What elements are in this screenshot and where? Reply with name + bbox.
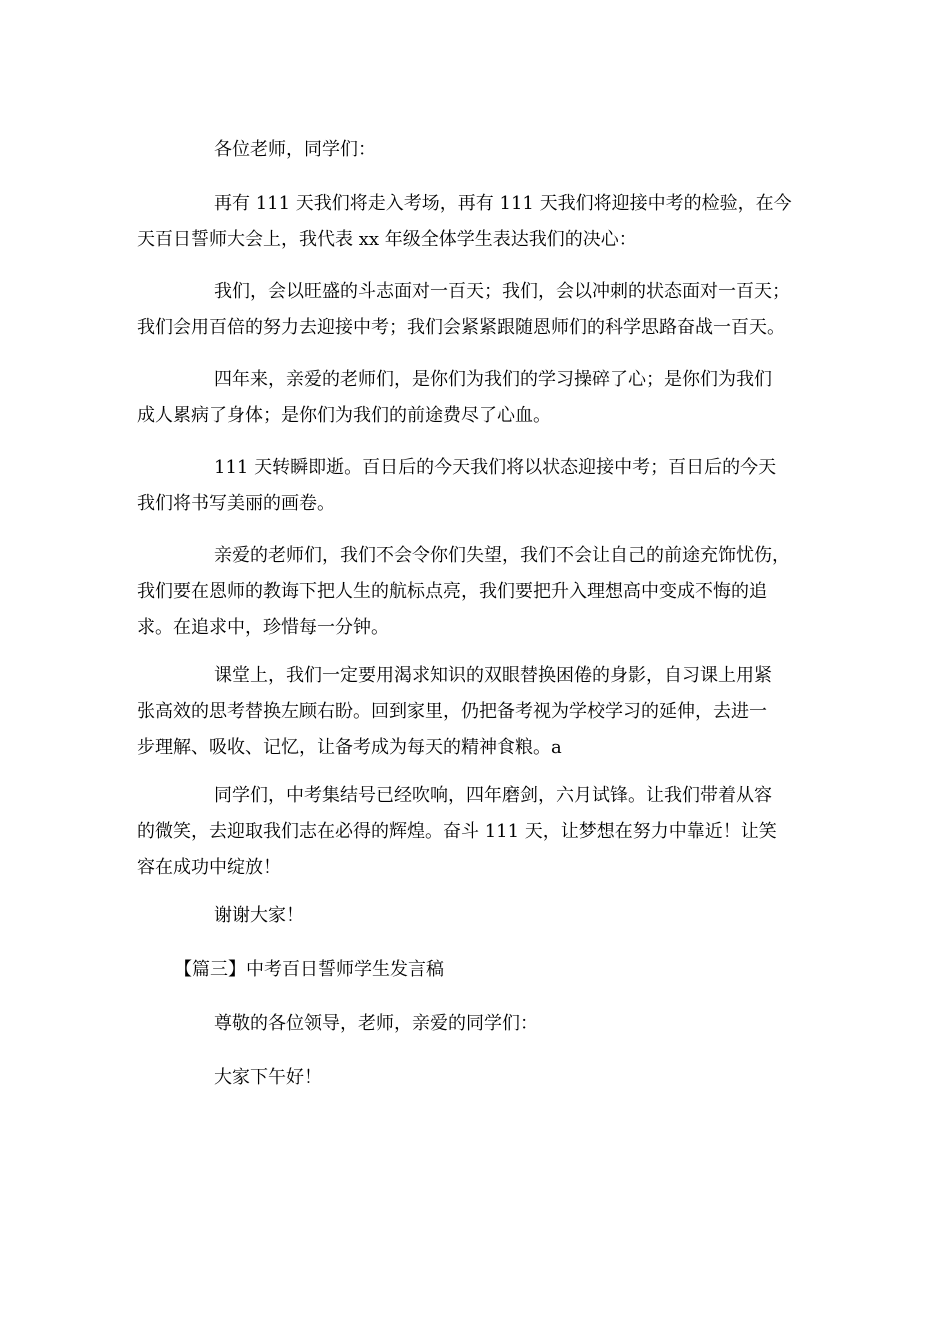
paragraph-promise xyxy=(137,538,817,646)
text-line: 再有 111 天我们将走入考场，再有 111 天我们将迎接中考的检验，在今 xyxy=(214,193,792,214)
text-line: 天百日誓师大会上，我代表 xx 年级全体学生表达我们的决心： xyxy=(137,229,637,250)
text-line: 容在成功中绽放！ xyxy=(137,857,281,878)
text-line: 111 天转瞬即逝。百日后的今天我们将以状态迎接中考；百日后的今天 xyxy=(214,457,777,478)
text-line: 同学们，中考集结号已经吹响，四年磨剑，六月试锋。让我们带着从容 xyxy=(214,785,772,806)
text-line: 我们，会以旺盛的斗志面对一百天；我们，会以冲刺的状态面对一百天； xyxy=(214,281,790,302)
paragraph-call xyxy=(137,778,817,886)
paragraph-good-afternoon xyxy=(137,1060,817,1096)
text-line: 的微笑，去迎取我们志在必得的辉煌。奋斗 111 天，让梦想在努力中靠近！让笑 xyxy=(137,821,777,842)
paragraph-salutation xyxy=(137,1006,817,1042)
text-line: 亲爱的老师们，我们不会令你们失望，我们不会让自己的前途充饰忧伤， xyxy=(214,545,790,566)
text-line: 尊敬的各位领导，老师，亲爱的同学们： xyxy=(214,1013,538,1034)
paragraph-thanks xyxy=(137,898,817,934)
paragraph-intro xyxy=(137,186,817,258)
text-line: 各位老师，同学们： xyxy=(214,139,376,160)
paragraph-classroom xyxy=(137,658,817,766)
text-line: 张高效的思考替换左顾右盼。回到家里，仍把备考视为学校学习的延伸，去进一 xyxy=(137,701,767,722)
text-line: 我们将书写美丽的画卷。 xyxy=(137,493,335,514)
text-line: 步理解、吸收、记忆，让备考成为每天的精神食粮。a xyxy=(137,737,562,758)
paragraph-resolve xyxy=(137,274,817,346)
paragraph-teachers xyxy=(137,362,817,434)
text-line: 课堂上，我们一定要用渴求知识的双眼替换困倦的身影，自习课上用紧 xyxy=(214,665,772,686)
text-line: 我们会用百倍的努力去迎接中考；我们会紧紧跟随恩师们的科学思路奋战一百天。 xyxy=(137,317,785,338)
text-line: 谢谢大家！ xyxy=(214,905,304,926)
heading-text: 【篇三】中考百日誓师学生发言稿 xyxy=(174,959,444,980)
text-line: 大家下午好！ xyxy=(214,1067,322,1088)
text-line: 求。在追求中，珍惜每一分钟。 xyxy=(137,617,389,638)
section-heading xyxy=(174,952,444,988)
text-line: 四年来，亲爱的老师们，是你们为我们的学习操碎了心；是你们为我们 xyxy=(214,369,772,390)
paragraph-greeting xyxy=(137,132,817,168)
paragraph-days xyxy=(137,450,817,522)
text-line: 成人累病了身体；是你们为我们的前途费尽了心血。 xyxy=(137,405,551,426)
text-line: 我们要在恩师的教诲下把人生的航标点亮，我们要把升入理想高中变成不悔的追 xyxy=(137,581,767,602)
